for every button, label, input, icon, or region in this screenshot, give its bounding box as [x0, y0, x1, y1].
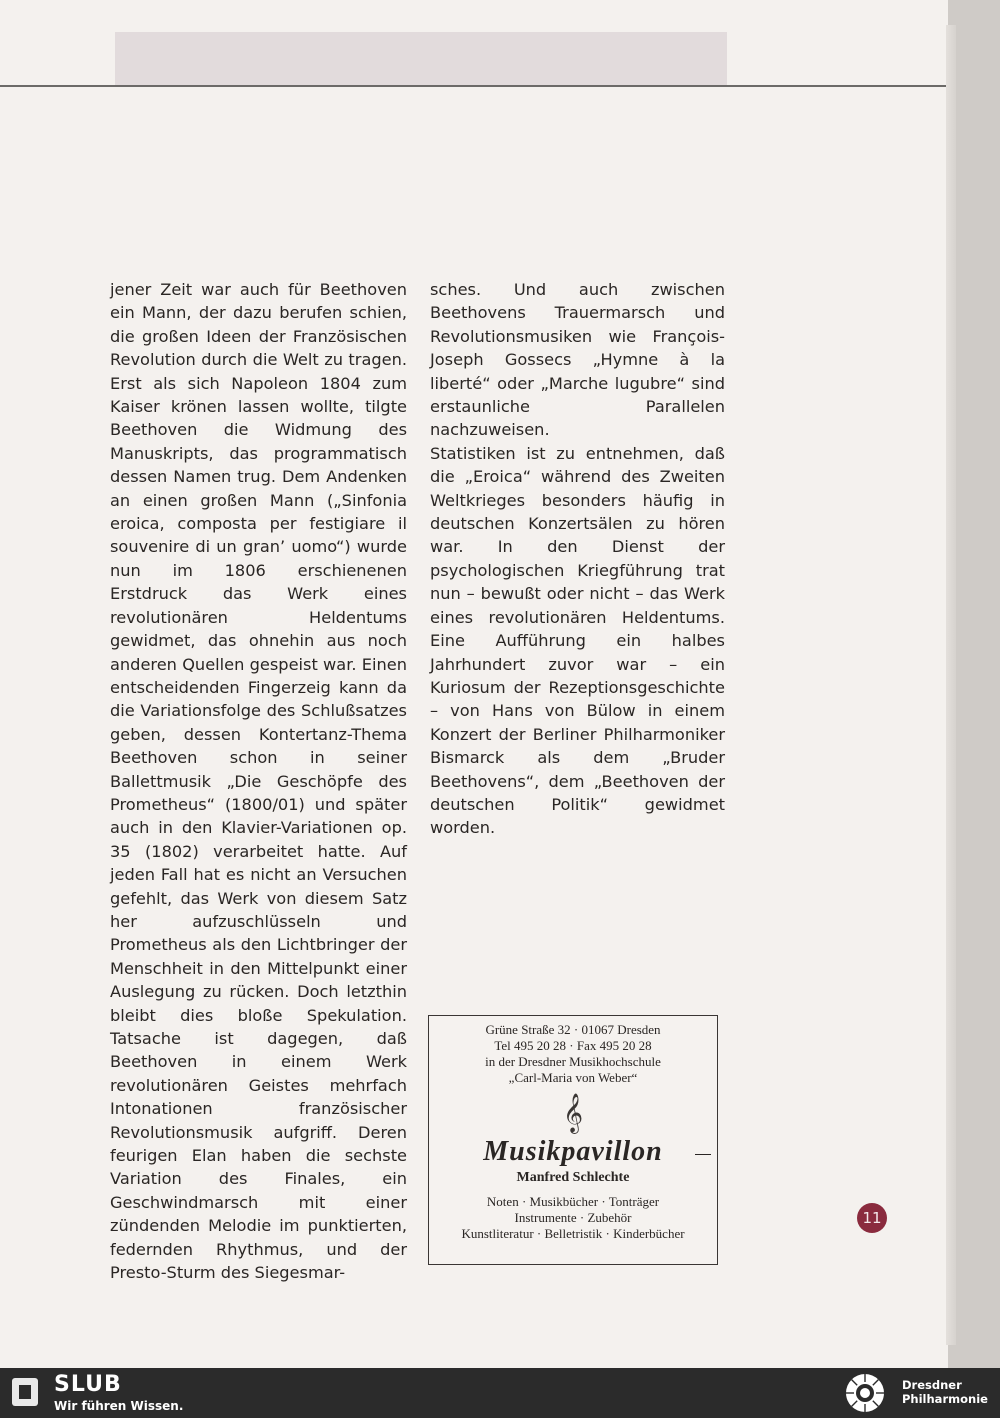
- text-column-right: [430, 278, 725, 840]
- ad-owner-name: Manfred Schlechte: [516, 1170, 630, 1185]
- text-column-left: [110, 278, 407, 1284]
- ad-services-line: Instrumente · Zubehör: [514, 1210, 632, 1225]
- slub-tagline: Wir führen Wissen.: [54, 1399, 184, 1413]
- dresdner-philharmonie-logo-icon[interactable]: [844, 1372, 886, 1414]
- slub-logo-icon[interactable]: [12, 1378, 38, 1406]
- paragraph-right-2: Statistiken ist zu entnehmen, daß die „Eroica“ während des Zweiten Weltkrieges besonders häufig in deutschen Konzertsälen zu hören war. In den Dienst der psychologischen Kriegführung trat nun – bewußt oder nicht – das Werk eines revolutionären Heldentums. Eine Aufführung ein halbes Jahrhundert zuvor war – ein Kuriosum der Rezeptionsgeschichte – von Hans von Bülow in einem Konzert der Berliner Philharmoniker Bismarck als dem „Bruder Beethovens“, dem „Beethoven der deutschen Politik“ gewidmet worden.: [430, 443, 725, 838]
- ad-address: [429, 1022, 717, 1086]
- paragraph-left: jener Zeit war auch für Beethoven ein Mann, der dazu berufen schien, die großen Ideen der Französischen Revolution durch die Welt zu tragen. Erst als sich Napoleon 1804 zum Kaiser krönen lassen wollte, tilgte Beethoven die Widmung des Manuskripts, das programmatisch dessen Namen trug. Dem Andenken an einen großen Mann („Sinfonia eroica, composta per festigiare il souvenire di un gran’ uomo“) wurde nun im 1806 erschienenen Erstdruck das Werk eines revolutionären Heldentums gewidmet, das ohnehin aus noch anderen Quellen gespeist war. Einen entscheidenden Fingerzeig kann da die Variationsfolge des Schlußsatzes geben, dessen Kontertanz-Thema Beethoven schon in seiner Ballettmusik „Die Geschöpfe des Prometheus“ (1800/01) und später auch in den Klavier-Variationen op. 35 (1802) verarbeitet hatte. Auf jeden Fall hat es nicht an Versuchen gefehlt, das Werk von diesem Satz her aufzuschlüsseln und Prometheus als den Lichtbringer der Menschheit in den Mittelpunkt einer Auslegung zu rücken. Doch letzthin bleibt dies bloße Spekulation. Tatsache ist dagegen, daß Beethoven in einem Werk revolutionären Geistes mehrfach Intonationen französischer Revolutionsmusik aufgriff. Deren feurigen Elan haben die sechste Variation des Finales, ein Geschwindmarsch mit einer zündenden Melodie im punktierten, federnden Rhythmus, und der Presto-Sturm des Siegesmar-: [110, 280, 407, 1283]
- ad-services: [429, 1194, 717, 1242]
- page-fold-line: [0, 85, 948, 87]
- ad-services-line: Noten · Musikbücher · Tonträger: [486, 1194, 660, 1209]
- slub-title[interactable]: SLUB: [54, 1372, 122, 1397]
- ad-services-line: Kunstliteratur · Belletristik · Kinderbücher: [461, 1226, 685, 1241]
- ad-school-line: „Carl-Maria von Weber“: [508, 1070, 638, 1085]
- dresdner-philharmonie-name[interactable]: [902, 1378, 988, 1406]
- ad-address-line: Grüne Straße 32 · 01067 Dresden: [485, 1022, 661, 1037]
- page-number-badge: 11: [857, 1203, 887, 1233]
- partner-name-line: Dresdner: [902, 1378, 962, 1392]
- partner-name-line: Philharmonie: [902, 1392, 988, 1406]
- bleed-through-banner: [115, 32, 727, 86]
- treble-clef-icon: 𝄞: [562, 1093, 584, 1133]
- ad-brand-name: Musikpavillon: [429, 1136, 717, 1168]
- ad-location-line: in der Dresdner Musikhochschule: [485, 1054, 661, 1069]
- footer-bar: [0, 1368, 1000, 1418]
- paragraph-right-1: sches. Und auch zwischen Beethovens Trauermarsch und Revolutionsmusiken wie François-Joseph Gossecs „Hymne à la liberté“ oder „Marche lugubre“ sind erstaunliche Parallelen nachzuweisen.: [430, 280, 725, 440]
- ad-phone-line: Tel 495 20 28 · Fax 495 20 28: [494, 1038, 652, 1053]
- page-edge-shadow: [946, 25, 956, 1345]
- musikpavillon-advertisement: [428, 1015, 718, 1265]
